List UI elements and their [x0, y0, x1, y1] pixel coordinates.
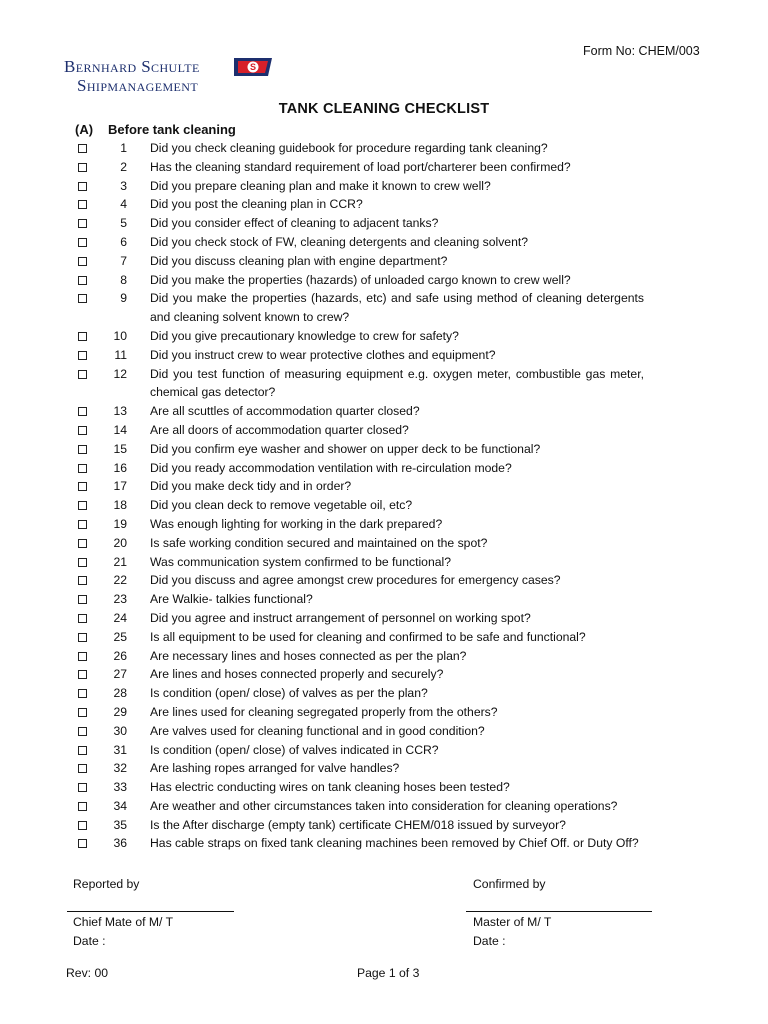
- item-number: 35: [113, 817, 127, 832]
- item-question: Are valves used for cleaning functional and in good condition?: [150, 723, 485, 738]
- item-question: Did you prepare cleaning plan and make it known to crew well?: [150, 178, 491, 193]
- checklist-item: [0, 195, 768, 214]
- company-logo: [64, 58, 279, 98]
- item-number: 4: [120, 197, 127, 212]
- section-header: [75, 122, 236, 137]
- checkbox[interactable]: [78, 294, 87, 303]
- item-question: Are necessary lines and hoses connected as per the plan?: [150, 648, 467, 663]
- item-question: Are all scuttles of accommodation quarter closed?: [150, 404, 420, 419]
- reported-date-label: Date :: [73, 934, 106, 948]
- item-question: Are lines used for cleaning segregated properly from the others?: [150, 704, 498, 719]
- checkbox[interactable]: [78, 182, 87, 191]
- item-number: 1: [120, 141, 127, 155]
- checklist: [0, 139, 768, 853]
- item-number: 24: [113, 610, 127, 625]
- item-question: Did you agree and instruct arrangement of personnel on working spot?: [150, 610, 531, 625]
- checkbox[interactable]: [78, 595, 87, 604]
- item-question: Did you ready accommodation ventilation with re-circulation mode?: [150, 460, 512, 475]
- checkbox[interactable]: [78, 219, 87, 228]
- checklist-item: [0, 214, 768, 233]
- checklist-item: [0, 421, 768, 440]
- logo-line-1: Bernhard Schulte: [64, 57, 200, 76]
- checkbox[interactable]: [78, 520, 87, 529]
- item-question: Was communication system confirmed to be functional?: [150, 554, 451, 569]
- item-question: Is safe working condition secured and maintained on the spot?: [150, 535, 488, 550]
- item-number: 18: [113, 498, 127, 513]
- item-number: 33: [113, 780, 127, 795]
- reported-by-label: Reported by: [73, 877, 140, 891]
- checkbox[interactable]: [78, 539, 87, 548]
- checklist-item: [0, 271, 768, 290]
- item-question: Did you make the properties (hazards) of unloaded cargo known to crew well?: [150, 272, 571, 287]
- item-number: 27: [113, 667, 127, 682]
- checklist-item: [0, 327, 768, 346]
- item-question: Did you discuss cleaning plan with engine department?: [150, 253, 448, 268]
- checklist-item: [0, 797, 768, 816]
- checkbox[interactable]: [78, 163, 87, 172]
- item-question: Did you test function of measuring equipment e.g. oxygen meter, combustible gas meter, chemical gas detector?: [150, 366, 644, 400]
- checklist-item: [0, 759, 768, 778]
- checkbox[interactable]: [78, 783, 87, 792]
- checklist-item: [0, 590, 768, 609]
- checkbox[interactable]: [78, 764, 87, 773]
- checklist-item: [0, 440, 768, 459]
- checkbox[interactable]: [78, 633, 87, 642]
- checklist-item: [0, 834, 768, 853]
- checklist-item: [0, 722, 768, 741]
- checklist-item: [0, 346, 768, 365]
- item-question: Is condition (open/ close) of valves indicated in CCR?: [150, 742, 439, 757]
- checkbox[interactable]: [78, 426, 87, 435]
- item-question: Are Walkie- talkies functional?: [150, 592, 313, 607]
- checklist-item: [0, 289, 768, 327]
- item-question: Are all doors of accommodation quarter closed?: [150, 422, 409, 437]
- checklist-item: [0, 252, 768, 271]
- checkbox[interactable]: [78, 464, 87, 473]
- checklist-item: [0, 816, 768, 835]
- item-question: Is all equipment to be used for cleaning and confirmed to be safe and functional?: [150, 629, 586, 644]
- checkbox[interactable]: [78, 576, 87, 585]
- revision-label: Rev: 00: [66, 966, 109, 980]
- flag-icon: [234, 58, 274, 76]
- item-question: Did you discuss and agree amongst crew procedures for emergency cases?: [150, 573, 561, 588]
- item-number: 19: [113, 516, 127, 531]
- checkbox[interactable]: [78, 746, 87, 755]
- checklist-item: [0, 139, 768, 158]
- checklist-item: [0, 553, 768, 572]
- checklist-item: [0, 496, 768, 515]
- item-number: 28: [113, 686, 127, 701]
- checklist-item: [0, 684, 768, 703]
- checklist-item: [0, 741, 768, 760]
- checklist-item: [0, 459, 768, 478]
- checkbox[interactable]: [78, 407, 87, 416]
- item-number: 3: [120, 178, 127, 193]
- item-question: Was enough lighting for working in the dark prepared?: [150, 516, 443, 531]
- item-number: 20: [113, 535, 127, 550]
- checklist-item: [0, 402, 768, 421]
- checkbox[interactable]: [78, 332, 87, 341]
- checkbox[interactable]: [78, 689, 87, 698]
- confirmed-by-label: Confirmed by: [473, 877, 546, 891]
- checkbox[interactable]: [78, 727, 87, 736]
- checkbox[interactable]: [78, 238, 87, 247]
- item-question: Has the cleaning standard requirement of load port/charterer been confirmed?: [150, 159, 571, 174]
- page-number: Page 1 of 3: [357, 966, 420, 980]
- checklist-item: [0, 515, 768, 534]
- item-number: 29: [113, 704, 127, 719]
- item-question: Did you check cleaning guidebook for procedure regarding tank cleaning?: [150, 141, 548, 155]
- item-number: 10: [113, 328, 127, 343]
- item-number: 12: [113, 366, 127, 381]
- item-question: Are lashing ropes arranged for valve handles?: [150, 761, 400, 776]
- checkbox[interactable]: [78, 821, 87, 830]
- checklist-item: [0, 665, 768, 684]
- checkbox[interactable]: [78, 445, 87, 454]
- checklist-item: [0, 609, 768, 628]
- item-question: Did you confirm eye washer and shower on upper deck to be functional?: [150, 441, 541, 456]
- item-question: Did you make the properties (hazards, etc) and safe using method of cleaning detergents and cleaning solvent known to crew?: [150, 291, 644, 325]
- master-label: Master of M/ T: [473, 915, 552, 929]
- item-number: 15: [113, 441, 127, 456]
- checkbox[interactable]: [78, 558, 87, 567]
- item-number: 17: [113, 479, 127, 494]
- checklist-item: [0, 158, 768, 177]
- item-question: Are weather and other circumstances taken into consideration for cleaning operations?: [150, 798, 618, 813]
- item-question: Is condition (open/ close) of valves as per the plan?: [150, 686, 428, 701]
- checkbox[interactable]: [78, 708, 87, 717]
- checklist-item: [0, 778, 768, 797]
- checkbox[interactable]: [78, 351, 87, 360]
- checkbox[interactable]: [78, 501, 87, 510]
- item-number: 32: [113, 761, 127, 776]
- item-number: 16: [113, 460, 127, 475]
- item-question: Has cable straps on fixed tank cleaning machines been removed by Chief Off. or Duty Off?: [150, 836, 639, 851]
- item-question: Has electric conducting wires on tank cleaning hoses been tested?: [150, 780, 510, 795]
- item-number: 21: [113, 554, 127, 569]
- confirmed-date-label: Date :: [473, 934, 506, 948]
- checkbox[interactable]: [78, 652, 87, 661]
- checklist-item: [0, 177, 768, 196]
- chief-mate-label: Chief Mate of M/ T: [73, 915, 174, 929]
- item-question: Did you give precautionary knowledge to crew for safety?: [150, 328, 459, 343]
- checkbox[interactable]: [78, 482, 87, 491]
- item-number: 26: [113, 648, 127, 663]
- item-number: 34: [113, 798, 127, 813]
- item-number: 30: [113, 723, 127, 738]
- checkbox[interactable]: [78, 839, 87, 848]
- checkbox[interactable]: [78, 257, 87, 266]
- item-question: Did you instruct crew to wear protective clothes and equipment?: [150, 347, 496, 362]
- checklist-item: [0, 477, 768, 496]
- checkbox[interactable]: [78, 370, 87, 379]
- checklist-item: [0, 703, 768, 722]
- checkbox[interactable]: [78, 614, 87, 623]
- item-number: 23: [113, 592, 127, 607]
- section-id: (A): [75, 122, 94, 137]
- item-number: 31: [113, 742, 127, 757]
- item-number: 25: [113, 629, 127, 644]
- checklist-item: [0, 571, 768, 590]
- item-question: Did you clean deck to remove vegetable oil, etc?: [150, 498, 413, 513]
- item-number: 36: [113, 836, 127, 851]
- form-number: Form No: CHEM/003: [583, 44, 700, 58]
- item-number: 2: [120, 159, 127, 174]
- checkbox[interactable]: [78, 144, 87, 153]
- item-number: 6: [120, 234, 127, 249]
- item-question: Did you make deck tidy and in order?: [150, 479, 352, 494]
- item-number: 22: [113, 573, 127, 588]
- item-question: Is the After discharge (empty tank) certificate CHEM/018 issued by surveyor?: [150, 817, 566, 832]
- page-title: TANK CLEANING CHECKLIST: [278, 101, 490, 117]
- checkbox[interactable]: [78, 670, 87, 679]
- logo-line-2: Shipmanagement: [77, 76, 199, 95]
- confirmed-signature-line: [466, 911, 652, 912]
- reported-signature-line: [67, 911, 234, 912]
- item-question: Did you check stock of FW, cleaning detergents and cleaning solvent?: [150, 234, 529, 249]
- item-number: 11: [114, 347, 127, 362]
- item-number: 9: [120, 291, 127, 306]
- flag-letter: S: [249, 62, 257, 73]
- item-number: 14: [113, 422, 127, 437]
- item-question: Did you post the cleaning plan in CCR?: [150, 197, 363, 212]
- section-title: Before tank cleaning: [108, 122, 236, 137]
- checklist-item: [0, 233, 768, 252]
- item-question: Are lines and hoses connected properly and securely?: [150, 667, 444, 682]
- checklist-item: [0, 628, 768, 647]
- checkbox[interactable]: [78, 276, 87, 285]
- checklist-item: [0, 647, 768, 666]
- checkbox[interactable]: [78, 200, 87, 209]
- checklist-item: [0, 365, 768, 403]
- item-number: 7: [120, 253, 127, 268]
- checklist-item: [0, 534, 768, 553]
- checkbox[interactable]: [78, 802, 87, 811]
- item-number: 5: [120, 216, 127, 231]
- item-number: 8: [120, 272, 127, 287]
- item-question: Did you consider effect of cleaning to adjacent tanks?: [150, 216, 439, 231]
- item-number: 13: [113, 404, 127, 419]
